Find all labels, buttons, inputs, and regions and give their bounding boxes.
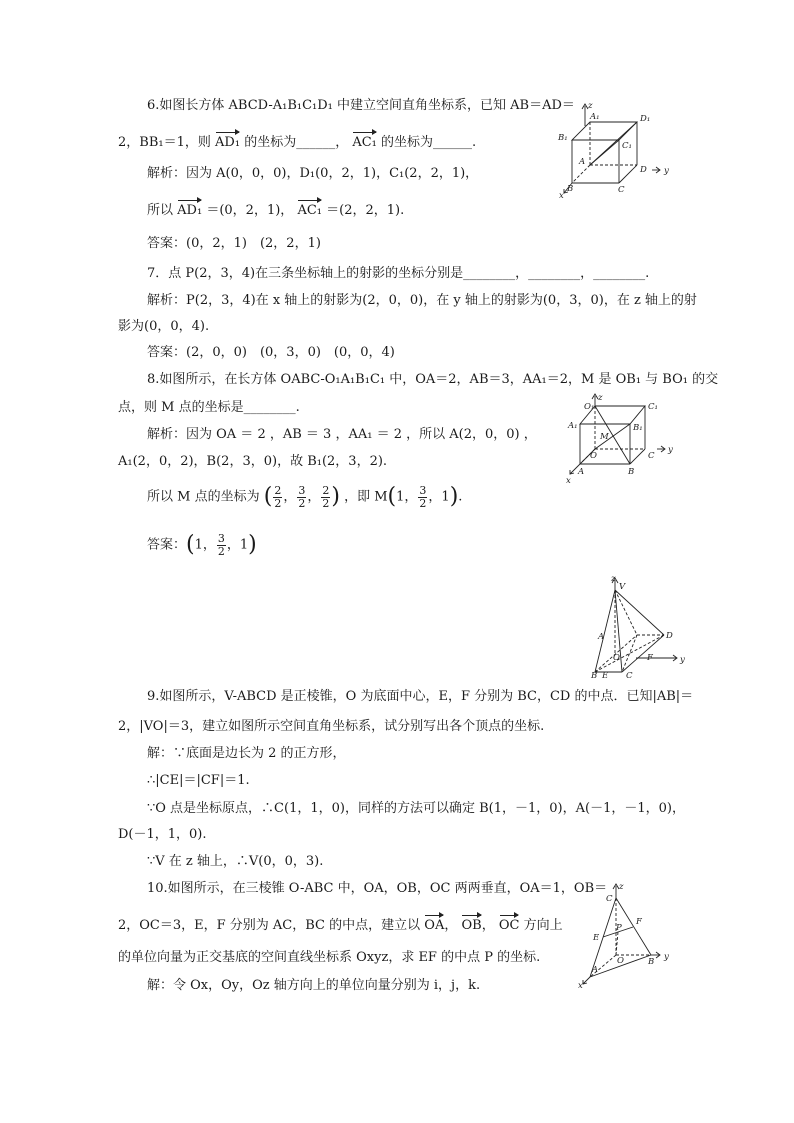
vector-ac1: AC₁ xyxy=(297,200,322,220)
frac-den: 2 xyxy=(322,496,330,510)
frac-den: 2 xyxy=(274,496,282,510)
label-V: V xyxy=(619,582,626,592)
p10-line2 xyxy=(118,915,563,935)
p9-line5: ∵O 点是坐标原点，∴C(1，1，0)，同样的方法可以确定 B(1，－1，0)，A(－1，－1，0)， xyxy=(147,801,685,816)
frac-num: 2 xyxy=(322,483,330,497)
p8-l5b: ，即 M xyxy=(344,489,388,505)
label-E: E xyxy=(602,671,609,680)
label-O: O xyxy=(590,451,597,461)
p8-line1: 8.如图所示，在长方体 OABC-O₁A₁B₁C₁ 中，OA＝2，AB＝3，AA₁＝2，M 是 OB₁ 与 BO₁ 的交 xyxy=(147,372,719,387)
p6-l2c: 的坐标为______. xyxy=(381,135,477,150)
right-paren: ) xyxy=(449,484,459,509)
p8-line5: 所以 M 点的坐标为 ( $\frac{2}{2}$ ， $\frac{3}{2}$ ， $\frac{2}{2}$ ) ，即 M(1， $\frac{3}{2}$ ，1). xyxy=(147,483,463,510)
fraction xyxy=(297,485,306,510)
label-B: B xyxy=(628,467,635,477)
label-A: A xyxy=(579,157,586,167)
label-D1: D₁ xyxy=(640,114,651,124)
p6-l4a: 所以 xyxy=(147,203,174,218)
frac-num: 2 xyxy=(274,483,282,497)
label-B: B xyxy=(648,957,655,967)
frac-num: 3 xyxy=(298,483,306,497)
p10-line4: 解：令 Ox，Oy，Oz 轴方向上的单位向量分别为 i，j，k. xyxy=(147,978,481,993)
label-F: F xyxy=(636,917,642,927)
label-M: M xyxy=(600,432,609,442)
label-x: x xyxy=(578,981,583,990)
vector-oa: OA xyxy=(424,915,444,935)
p6-line3: 解析：因为 A(0，0，0)，D₁(0，2，1)，C₁(2，2，1)， xyxy=(147,166,479,181)
label-O1: O₁ xyxy=(584,402,595,412)
label-z: z xyxy=(611,574,616,584)
p6-line1: 6.如图长方体 ABCD-A₁B₁C₁D₁ 中建立空间直角坐标系，已知 AB＝AD＝ xyxy=(147,98,575,113)
left-paren: ( xyxy=(387,484,397,509)
right-paren: ) xyxy=(331,484,340,509)
label-D: D xyxy=(666,631,673,641)
left-paren: ( xyxy=(186,532,195,557)
m-z: ，1 xyxy=(428,489,450,505)
p9-line7: ∵V 在 z 轴上，∴V(0，0，3). xyxy=(147,854,324,869)
p9-line3: 解：∵底面是边长为 2 的正方形， xyxy=(147,746,346,761)
label-y: y xyxy=(668,445,673,455)
p8-l5a: 所以 M 点的坐标为 xyxy=(147,489,260,505)
diagonal-bd xyxy=(595,635,664,672)
label-B1: B₁ xyxy=(558,133,568,143)
label-F: F xyxy=(647,653,653,663)
right-paren: ) xyxy=(248,532,257,557)
p9-line2: 2，|VO|＝3，建立如图所示空间直角坐标系，试分别写出各个顶点的坐标. xyxy=(118,719,545,734)
edge-vd xyxy=(615,590,664,635)
frac-num: 3 xyxy=(419,483,427,497)
edge-vb xyxy=(595,590,615,672)
p6-l2a: 2，BB₁＝1，则 xyxy=(118,135,211,150)
label-A1: A₁ xyxy=(590,112,600,122)
label-x: x xyxy=(566,476,571,486)
comma: ， xyxy=(444,918,458,933)
edge-cd xyxy=(622,635,664,672)
p7-answer: 答案：(2，0，0) (0，3，0) (0，0，4) xyxy=(147,345,395,360)
p6-line4 xyxy=(147,200,404,220)
label-O: O xyxy=(613,653,620,663)
comma: ， xyxy=(481,918,495,933)
p8-line3: 解析：因为 OA ＝ 2 ，AB ＝ 3 ，AA₁ ＝ 2 ，所以 A(2，0，0) ， xyxy=(147,427,537,442)
label-A1: A₁ xyxy=(568,421,578,431)
label-A: A xyxy=(592,965,599,975)
vector-oc: OC xyxy=(499,915,520,935)
p6-l2b: 的坐标为______， xyxy=(244,135,349,150)
label-y: y xyxy=(664,952,669,962)
frac-den: 2 xyxy=(419,496,427,510)
p6-l4b: ＝(0，2，1)， xyxy=(206,203,294,218)
vector-ac1: AC₁ xyxy=(352,132,377,152)
diagonal-ac xyxy=(622,635,637,672)
frac-den: 2 xyxy=(298,496,306,510)
label-D: D xyxy=(640,165,647,175)
vector-ad1: AD₁ xyxy=(177,200,202,220)
p8-l5c: . xyxy=(458,489,463,505)
label-C: C xyxy=(606,894,613,904)
vector-ad1: AD₁ xyxy=(215,132,240,152)
p8-answer xyxy=(147,530,257,561)
label-P: P xyxy=(616,923,622,933)
p7-line3: 影为(0，0，4). xyxy=(118,319,210,334)
label-B1: B₁ xyxy=(633,423,643,433)
diagonal-ac1 xyxy=(590,140,619,165)
vector-ob: OB xyxy=(461,915,481,935)
label-x: x xyxy=(559,191,564,200)
pyramid-figure xyxy=(560,572,690,680)
frac-den: 2 xyxy=(217,544,225,558)
fraction xyxy=(217,533,226,558)
label-C1: C₁ xyxy=(622,141,632,151)
label-C: C xyxy=(626,671,633,680)
hidden-edge xyxy=(572,165,590,183)
p10-l2a: 2，OC＝3，E，F 分别为 AC，BC 的中点，建立以 xyxy=(118,918,421,933)
label-z: z xyxy=(619,882,624,892)
fraction xyxy=(418,485,427,510)
p6-l4c: ＝(2，2，1). xyxy=(326,203,405,218)
p7-line2: 解析：P(2，3，4)在 x 轴上的射影为(2，0，0)，在 y 轴上的射影为(0，3，0)，在 z 轴上的射 xyxy=(147,293,697,308)
ans-x: 1， xyxy=(194,537,216,553)
p8-line2: 点，则 M 点的坐标是________. xyxy=(118,400,300,415)
p6-answer: 答案：(0，2，1) (2，2，1) xyxy=(147,236,321,251)
fraction xyxy=(321,485,330,510)
cuboid-figure xyxy=(552,100,682,200)
p6-line2 xyxy=(118,132,476,152)
m-x: 1， xyxy=(396,489,418,505)
p10-l2b: 方向上 xyxy=(523,918,563,933)
answer-label: 答案： xyxy=(147,537,187,553)
p7-line1: 7．点 P(2，3，4)在三条坐标轴上的射影的坐标分别是________，________，________. xyxy=(147,266,650,281)
label-E: E xyxy=(593,933,600,943)
label-B: B xyxy=(567,184,574,194)
ans-z: ，1 xyxy=(226,537,249,553)
label-y: y xyxy=(680,655,685,665)
label-B: B xyxy=(591,671,598,680)
p9-line4: ∴|CE|＝|CF|＝1. xyxy=(147,773,250,788)
label-z: z xyxy=(598,393,603,403)
fraction xyxy=(273,485,282,510)
p9-line6: D(－1，1，0). xyxy=(118,827,207,842)
label-z: z xyxy=(588,101,593,111)
frac-num: 3 xyxy=(217,531,225,545)
left-paren: ( xyxy=(263,484,273,509)
label-C: C xyxy=(648,451,655,461)
edge xyxy=(619,165,637,183)
p10-line3: 的单位向量为正交基底的空间直线坐标系 Oxyz，求 EF 的中点 P 的坐标. xyxy=(118,950,541,965)
edge xyxy=(630,449,645,464)
tetrahedron-figure xyxy=(568,880,678,990)
label-O: O xyxy=(617,956,624,966)
p9-line1: 9.如图所示，V-ABCD 是正棱锥，O 为底面中心，E，F 分别为 BC，CD 的中点．已知|AB|＝ xyxy=(147,689,694,704)
label-y: y xyxy=(664,166,669,176)
cuboid-figure-2 xyxy=(562,392,677,487)
label-C1: C₁ xyxy=(648,402,658,412)
label-C: C xyxy=(618,185,625,195)
p10-line1: 10.如图所示，在三棱锥 O-ABC 中，OA，OB，OC 两两垂直，OA＝1，OB＝ xyxy=(147,881,608,896)
label-A: A xyxy=(578,467,585,477)
label-A: A xyxy=(598,632,605,642)
p8-line4: A₁(2，0，2)，B(2，3，0)，故 B₁(2，3，2). xyxy=(118,454,388,469)
